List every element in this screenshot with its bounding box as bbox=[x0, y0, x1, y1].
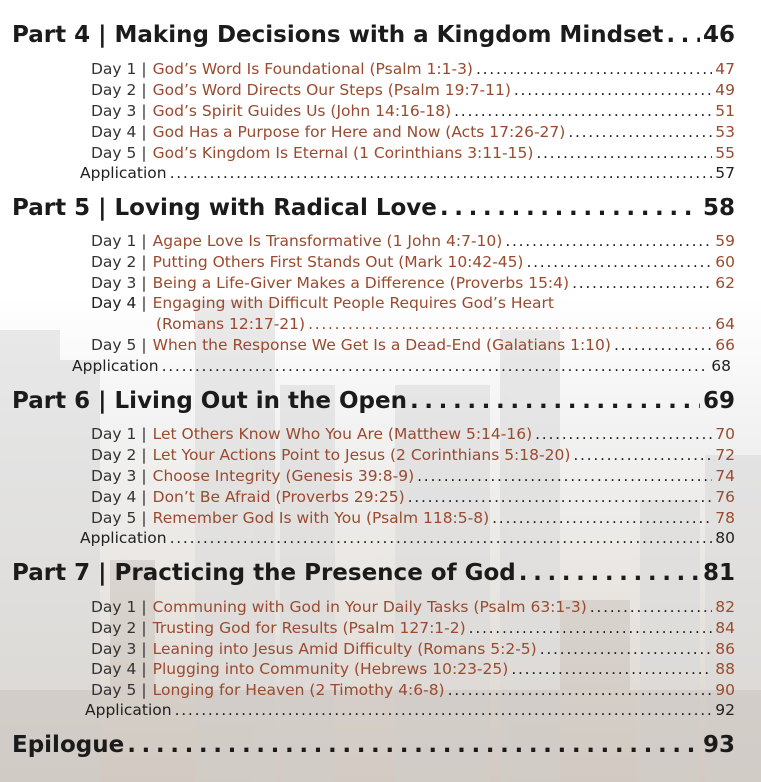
application-label: Application bbox=[72, 357, 159, 375]
day-label: Day 5 bbox=[91, 681, 137, 699]
day-label: Day 5 bbox=[91, 144, 137, 162]
toc-entry[interactable] bbox=[91, 467, 735, 485]
toc-entry[interactable] bbox=[91, 253, 735, 271]
day-label: Day 2 bbox=[91, 81, 137, 99]
part-heading: Part 6 | Living Out in the Open bbox=[12, 388, 407, 414]
separator: | bbox=[141, 81, 147, 99]
entry-page-number: 74 bbox=[715, 467, 735, 485]
separator: | bbox=[141, 336, 147, 354]
separator: | bbox=[141, 274, 147, 292]
entry-page-number: 76 bbox=[715, 488, 735, 506]
day-label: Day 4 bbox=[91, 660, 137, 678]
entry-page-number: 51 bbox=[715, 102, 735, 120]
dot-leader bbox=[410, 388, 700, 414]
entry-title: Let Your Actions Point to Jesus (2 Corinthians 5:18-20) bbox=[152, 446, 571, 464]
entry-page-number: 47 bbox=[715, 60, 735, 78]
separator: | bbox=[141, 144, 147, 162]
dot-leader bbox=[170, 529, 712, 547]
entry-title: Leaning into Jesus Amid Difficulty (Romans 5:2-5) bbox=[152, 640, 537, 658]
dot-leader bbox=[511, 660, 712, 678]
toc-entry[interactable] bbox=[91, 425, 735, 443]
part-7-heading-row[interactable] bbox=[12, 560, 735, 586]
entry-page-number: 84 bbox=[715, 619, 735, 637]
toc-entry[interactable] bbox=[91, 681, 735, 699]
toc-entry[interactable] bbox=[91, 274, 735, 292]
part-heading: Part 7 | Practicing the Presence of God bbox=[12, 560, 516, 586]
part-6-heading-row[interactable] bbox=[12, 388, 735, 414]
entry-page-number: 66 bbox=[715, 336, 735, 354]
entry-page-number: 53 bbox=[715, 123, 735, 141]
separator: | bbox=[141, 446, 147, 464]
epilogue-page-number: 93 bbox=[702, 732, 735, 758]
entry-page-number: 55 bbox=[715, 144, 735, 162]
day-label: Day 2 bbox=[91, 253, 137, 271]
separator: | bbox=[141, 102, 147, 120]
entry-title: Don’t Be Afraid (Proverbs 29:25) bbox=[152, 488, 405, 506]
day-label: Day 4 bbox=[91, 294, 137, 312]
toc-entry[interactable] bbox=[91, 619, 735, 637]
dot-leader bbox=[492, 509, 712, 527]
entry-title-continuation: (Romans 12:17-21) bbox=[156, 315, 306, 333]
application-entry[interactable] bbox=[85, 701, 735, 719]
separator: | bbox=[141, 681, 147, 699]
separator: | bbox=[141, 640, 147, 658]
separator: | bbox=[141, 294, 147, 312]
dot-leader bbox=[614, 336, 712, 354]
application-page-number: 92 bbox=[715, 701, 735, 719]
entry-title: God’s Word Directs Our Steps (Psalm 19:7-11) bbox=[152, 81, 511, 99]
separator: | bbox=[141, 509, 147, 527]
application-label: Application bbox=[80, 529, 167, 547]
toc-entry[interactable] bbox=[91, 488, 735, 506]
day-label: Day 3 bbox=[91, 102, 137, 120]
separator: | bbox=[141, 60, 147, 78]
entry-title: Being a Life-Giver Makes a Difference (Proverbs 15:4) bbox=[152, 274, 570, 292]
entry-page-number: 60 bbox=[715, 253, 735, 271]
entry-page-number: 88 bbox=[715, 660, 735, 678]
application-page-number: 80 bbox=[715, 529, 735, 547]
entry-title: Engaging with Difficult People Requires God’s Heart bbox=[152, 294, 554, 312]
dot-leader bbox=[454, 102, 712, 120]
dot-leader bbox=[526, 253, 712, 271]
dot-leader bbox=[170, 164, 712, 182]
entry-page-number: 86 bbox=[715, 640, 735, 658]
toc-entry[interactable] bbox=[91, 144, 735, 162]
dot-leader bbox=[476, 60, 712, 78]
toc-entry[interactable] bbox=[91, 640, 735, 658]
entry-page-number: 90 bbox=[715, 681, 735, 699]
epilogue-heading-row[interactable] bbox=[12, 732, 735, 758]
dot-leader bbox=[590, 598, 712, 616]
separator: | bbox=[141, 598, 147, 616]
dot-leader bbox=[440, 195, 700, 221]
part-5-heading-row[interactable] bbox=[12, 195, 735, 221]
dot-leader bbox=[417, 467, 712, 485]
entry-title: Putting Others First Stands Out (Mark 10:42-45) bbox=[152, 253, 524, 271]
dot-leader bbox=[514, 81, 712, 99]
entry-title: Let Others Know Who You Are (Matthew 5:14-16) bbox=[152, 425, 533, 443]
entry-page-number: 78 bbox=[715, 509, 735, 527]
dot-leader bbox=[666, 22, 700, 48]
entry-title: Remember God Is with You (Psalm 118:5-8) bbox=[152, 509, 490, 527]
entry-title: God Has a Purpose for Here and Now (Acts 17:26-27) bbox=[152, 123, 566, 141]
day-label: Day 1 bbox=[91, 598, 137, 616]
part-page-number: 58 bbox=[702, 195, 735, 221]
dot-leader bbox=[519, 560, 700, 586]
application-page-number: 68 bbox=[711, 357, 731, 375]
toc-entry[interactable] bbox=[91, 446, 735, 464]
entry-page-number: 70 bbox=[715, 425, 735, 443]
part-heading: Part 5 | Loving with Radical Love bbox=[12, 195, 437, 221]
dot-leader bbox=[505, 232, 712, 250]
entry-page-number: 82 bbox=[715, 598, 735, 616]
separator: | bbox=[141, 467, 147, 485]
toc-entry[interactable] bbox=[91, 60, 735, 78]
toc-entry-continuation[interactable] bbox=[156, 315, 735, 333]
part-page-number: 81 bbox=[702, 560, 735, 586]
day-label: Day 5 bbox=[91, 509, 137, 527]
entry-page-number: 62 bbox=[715, 274, 735, 292]
day-label: Day 4 bbox=[91, 123, 137, 141]
entry-page-number: 64 bbox=[715, 315, 735, 333]
part-4-heading-row[interactable] bbox=[12, 22, 735, 48]
day-label: Day 3 bbox=[91, 467, 137, 485]
entry-title: Communing with God in Your Daily Tasks (Psalm 63:1-3) bbox=[152, 598, 587, 616]
separator: | bbox=[141, 253, 147, 271]
toc-entry[interactable] bbox=[91, 509, 735, 527]
entry-title: Trusting God for Results (Psalm 127:1-2) bbox=[152, 619, 466, 637]
dot-leader bbox=[448, 681, 712, 699]
separator: | bbox=[141, 619, 147, 637]
toc-entry[interactable] bbox=[91, 336, 735, 354]
part-heading: Part 4 | Making Decisions with a Kingdom Mindset bbox=[12, 22, 664, 48]
day-label: Day 2 bbox=[91, 619, 137, 637]
dot-leader bbox=[536, 144, 712, 162]
application-page-number: 57 bbox=[715, 164, 735, 182]
dot-leader bbox=[535, 425, 712, 443]
dot-leader bbox=[162, 357, 708, 375]
entry-title: Longing for Heaven (2 Timothy 4:6-8) bbox=[152, 681, 445, 699]
day-label: Day 3 bbox=[91, 274, 137, 292]
separator: | bbox=[141, 660, 147, 678]
application-label: Application bbox=[85, 701, 172, 719]
dot-leader bbox=[573, 446, 712, 464]
dot-leader bbox=[540, 640, 712, 658]
day-label: Day 1 bbox=[91, 425, 137, 443]
dot-leader bbox=[408, 488, 712, 506]
separator: | bbox=[141, 488, 147, 506]
part-page-number: 46 bbox=[702, 22, 735, 48]
toc-entry[interactable] bbox=[91, 232, 735, 250]
day-label: Day 1 bbox=[91, 232, 137, 250]
entry-page-number: 59 bbox=[715, 232, 735, 250]
application-entry[interactable] bbox=[72, 357, 731, 375]
separator: | bbox=[141, 123, 147, 141]
day-label: Day 5 bbox=[91, 336, 137, 354]
entry-title: God’s Spirit Guides Us (John 14:16-18) bbox=[152, 102, 452, 120]
application-entry[interactable] bbox=[80, 529, 735, 547]
dot-leader bbox=[568, 123, 712, 141]
day-label: Day 2 bbox=[91, 446, 137, 464]
day-label: Day 4 bbox=[91, 488, 137, 506]
dot-leader bbox=[308, 315, 712, 333]
part-page-number: 69 bbox=[702, 388, 735, 414]
toc-entry[interactable] bbox=[91, 102, 735, 120]
entry-page-number: 49 bbox=[715, 81, 735, 99]
entry-title: Agape Love Is Transformative (1 John 4:7-10) bbox=[152, 232, 503, 250]
entry-title: Choose Integrity (Genesis 39:8-9) bbox=[152, 467, 415, 485]
day-label: Day 1 bbox=[91, 60, 137, 78]
dot-leader bbox=[175, 701, 712, 719]
toc-entry[interactable] bbox=[91, 660, 735, 678]
entry-title: Plugging into Community (Hebrews 10:23-25) bbox=[152, 660, 509, 678]
toc-entry[interactable] bbox=[91, 81, 735, 99]
toc-entry-first-line[interactable] bbox=[91, 294, 554, 312]
toc-entry[interactable] bbox=[91, 123, 735, 141]
entry-title: God’s Word Is Foundational (Psalm 1:1-3) bbox=[152, 60, 473, 78]
entry-title: When the Response We Get Is a Dead-End (Galatians 1:10) bbox=[152, 336, 611, 354]
dot-leader bbox=[469, 619, 712, 637]
application-label: Application bbox=[80, 164, 167, 182]
dot-leader bbox=[127, 732, 700, 758]
day-label: Day 3 bbox=[91, 640, 137, 658]
entry-page-number: 72 bbox=[715, 446, 735, 464]
separator: | bbox=[141, 232, 147, 250]
separator: | bbox=[141, 425, 147, 443]
entry-title: God’s Kingdom Is Eternal (1 Corinthians 3:11-15) bbox=[152, 144, 534, 162]
dot-leader bbox=[572, 274, 712, 292]
epilogue-heading: Epilogue bbox=[12, 732, 125, 758]
application-entry[interactable] bbox=[80, 164, 735, 182]
toc-entry[interactable] bbox=[91, 598, 735, 616]
